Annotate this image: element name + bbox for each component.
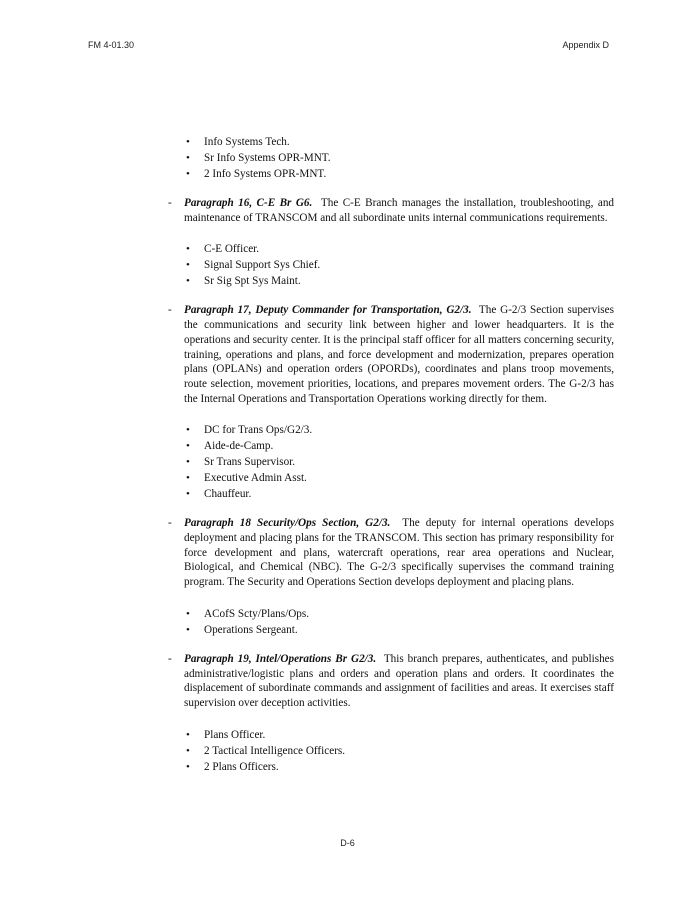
- bullet-icon: •: [186, 440, 190, 453]
- list-item: • Aide-de-Camp.: [186, 440, 274, 453]
- bullet-icon: •: [186, 728, 190, 741]
- paragraph-16: [168, 196, 614, 225]
- manual-number: FM 4-01.30: [88, 40, 135, 50]
- appendix-label: Appendix D: [562, 40, 609, 50]
- bullet-list: [168, 606, 614, 638]
- bullet-icon: •: [186, 259, 190, 272]
- list-item: • Executive Admin Asst.: [186, 472, 307, 485]
- paragraph-text: This branch prepares, authenticates, and publishes administrative/logistic plans and orders and operation plans and orders. It coordinates the displacement of subordinate commands and assignment of facilities and areas. It exercises staff supervision over deception activities.: [184, 652, 614, 709]
- list-item: • Sr Info Systems OPR-MNT.: [186, 152, 331, 164]
- page-body: [168, 134, 614, 775]
- dash-marker: -: [168, 517, 172, 530]
- paragraph-18: [168, 516, 614, 590]
- bullet-icon: •: [186, 168, 190, 180]
- bullet-icon: •: [186, 623, 190, 636]
- bullet-icon: •: [186, 472, 190, 485]
- paragraph-17: [168, 303, 614, 406]
- list-item: • Info Systems Tech.: [186, 136, 290, 148]
- paragraph-heading: Paragraph 16, C-E Br G6.: [184, 197, 313, 209]
- list-item: • C-E Officer.: [186, 243, 260, 256]
- dash-marker: -: [168, 652, 172, 665]
- bullet-icon: •: [186, 760, 190, 773]
- dash-marker: -: [168, 304, 172, 317]
- list-item: • Sr Sig Spt Sys Maint.: [186, 275, 301, 288]
- list-item: • 2 Plans Officers.: [186, 760, 279, 773]
- list-item: • Signal Support Sys Chief.: [186, 259, 321, 272]
- paragraph-heading: Paragraph 18 Security/Ops Section, G2/3.: [184, 517, 391, 530]
- paragraph-heading: Paragraph 19, Intel/Operations Br G2/3.: [184, 652, 377, 665]
- list-item: • ACofS Scty/Plans/Ops.: [186, 607, 310, 620]
- paragraph-text: The deputy for internal operations develops deployment and placing plans for the TRANSCOM. This section has primary responsibility for force development and plans, watercraft operations, rear area operations and Nuclear, Biological, and Chemical (NBC). The G-2/3 specifically supervises the command training program. The Security and Operations Section develops deployment and placing plans.: [184, 517, 614, 589]
- bullet-list: [168, 241, 614, 289]
- paragraph-text: The C-E Branch manages the installation, troubleshooting, and maintenance of TRANSCOM and all subordinate units internal communications requirements.: [184, 197, 615, 224]
- list-item: • 2 Tactical Intelligence Officers.: [186, 744, 346, 757]
- bullet-list: [168, 422, 614, 502]
- bullet-icon: •: [186, 243, 190, 256]
- page-header: [88, 40, 609, 54]
- bullet-icon: •: [186, 424, 190, 437]
- page-number: D-6: [340, 838, 355, 848]
- list-item: • Plans Officer.: [186, 728, 266, 741]
- paragraph-heading: Paragraph 17, Deputy Commander for Transportation, G2/3.: [184, 304, 472, 317]
- list-item: • Chauffeur.: [186, 488, 252, 501]
- paragraph-19: [168, 652, 614, 711]
- bullet-list: [168, 727, 614, 775]
- bullet-icon: •: [186, 152, 190, 164]
- bullet-list: [168, 134, 614, 182]
- list-item: • 2 Info Systems OPR-MNT.: [186, 168, 327, 180]
- list-item: • Operations Sergeant.: [186, 623, 298, 636]
- bullet-icon: •: [186, 607, 190, 620]
- list-item: • DC for Trans Ops/G2/3.: [186, 424, 313, 437]
- bullet-icon: •: [186, 488, 190, 501]
- dash-marker: -: [168, 197, 172, 209]
- bullet-icon: •: [186, 136, 190, 148]
- bullet-icon: •: [186, 275, 190, 288]
- list-item: • Sr Trans Supervisor.: [186, 456, 296, 469]
- bullet-icon: •: [186, 456, 190, 469]
- bullet-icon: •: [186, 744, 190, 757]
- paragraph-text: The G-2/3 Section supervises the communications and security link between higher and lower headquarters. It is the operations and security center. It is the principal staff officer for all matters concerning security, training, operations and plans, and force development and modernization, prepares operation plans (OPLANs) and operation orders (OPORDs), coordinates and plans troop movements, route selection, movement priorities, locations, and prepares movement orders. The G-2/3 has the Internal Operations and Transportation Operations working directly for them.: [184, 304, 614, 405]
